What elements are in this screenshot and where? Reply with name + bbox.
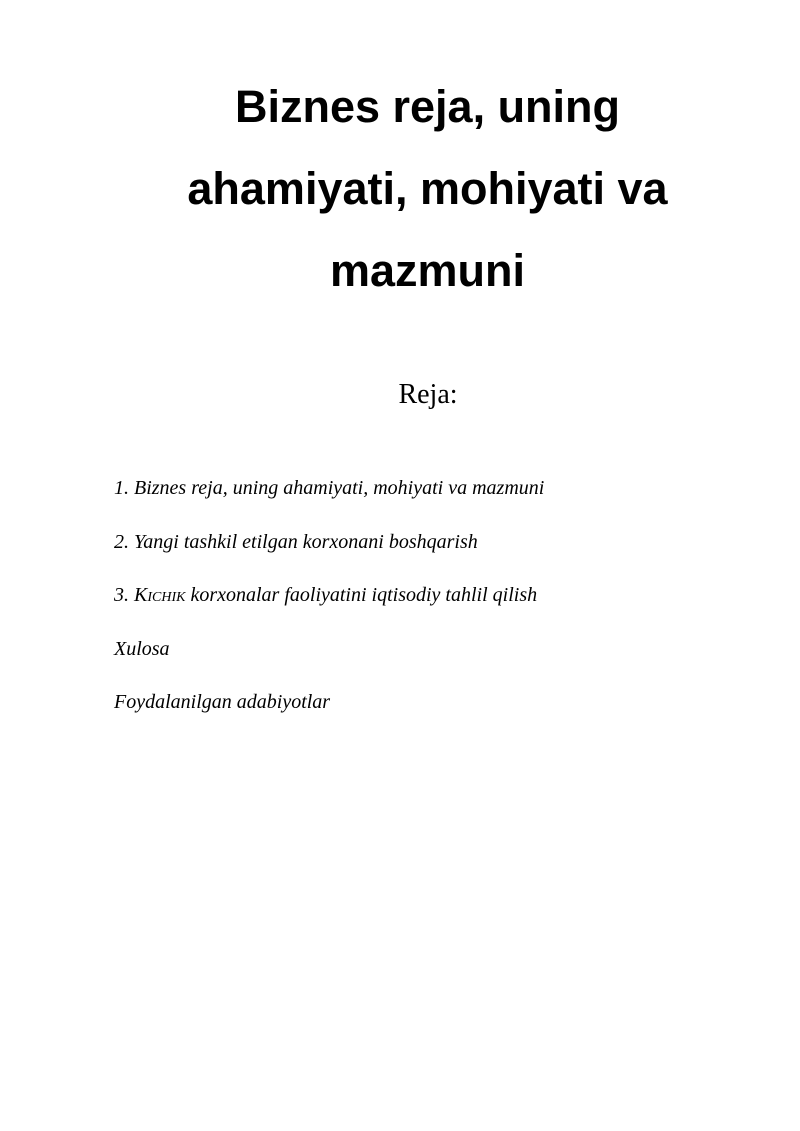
plan-heading: Reja: <box>398 379 458 410</box>
document-title: Biznes reja, uning ahamiyati, mohiyati va mazmuni <box>187 81 668 296</box>
plan-item: 2. Yangi tashkil etilgan korxonani boshqarish <box>114 530 478 553</box>
plan-item: Foydalanilgan adabiyotlar <box>114 691 331 713</box>
plan-item-prefix: 3. <box>114 584 134 606</box>
plan-item: Xulosa <box>114 637 170 660</box>
plan-list <box>114 475 544 743</box>
plan-item-smallcaps: Kichik <box>134 584 186 606</box>
plan-item-rest: korxonalar faoliyatini iqtisodiy tahlil qilish <box>185 584 538 606</box>
plan-item: 1. Biznes reja, uning ahamiyati, mohiyati va mazmuni <box>114 477 545 499</box>
plan-item <box>114 582 544 608</box>
